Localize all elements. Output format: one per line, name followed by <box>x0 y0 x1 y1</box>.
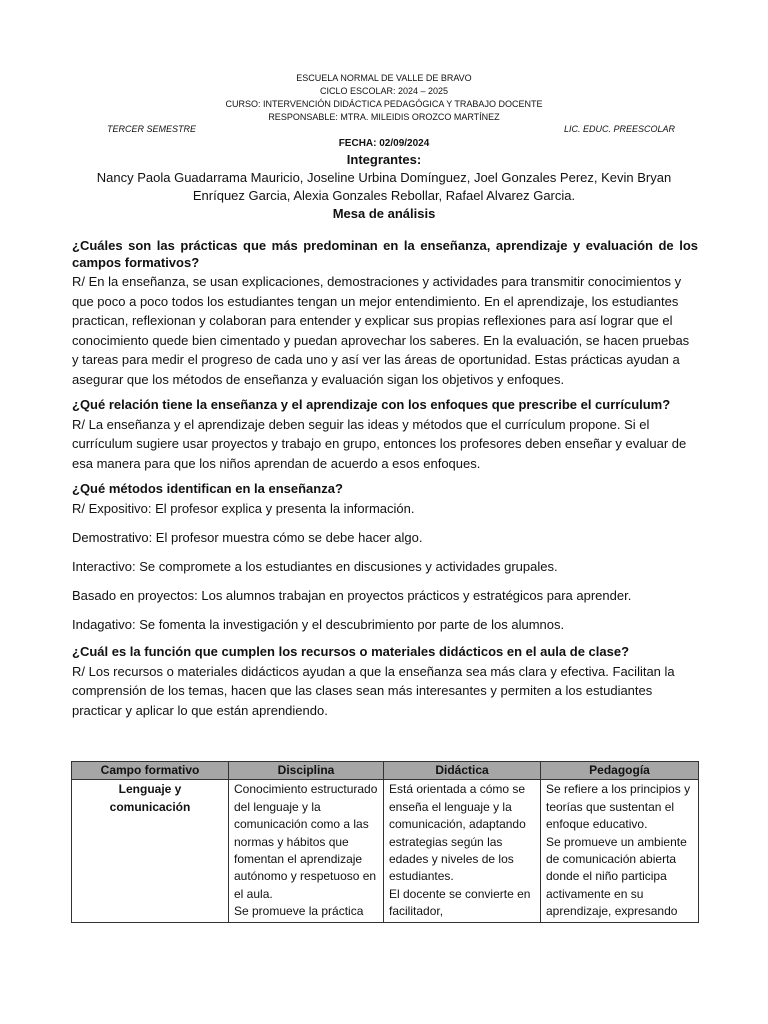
cell-paragraph: Se refiere a los principios y teorías que sustentan el enfoque educativo. <box>546 782 691 832</box>
column-header-campo: Campo formativo <box>72 762 229 780</box>
members-list: Nancy Paola Guadarrama Mauricio, Joseline Urbina Domínguez, Joel Gonzales Perez, Kevin Bryan Enríquez Garcia, Alexia Gonzales Rebollar, Rafael Alvarez Garcia. <box>96 170 672 203</box>
date-line: FECHA: 02/09/2024 <box>338 138 430 149</box>
method-item: Demostrativo: El profesor muestra cómo se debe hacer algo. <box>72 529 423 545</box>
column-header-didactica: Didáctica <box>384 762 541 780</box>
school-cycle: CICLO ESCOLAR: 2024 – 2025 <box>319 86 449 96</box>
cell-paragraph: Conocimiento estructurado del lenguaje y la comunicación como a las normas y hábitos que fomentan el aprendizaje autónomo y respetuoso en el aula. <box>234 782 378 901</box>
section-title: Mesa de análisis <box>332 206 436 221</box>
cell-pedagogia <box>541 780 699 922</box>
qa-block-3 <box>72 479 698 634</box>
cell-paragraph: Se promueve la práctica <box>234 904 364 919</box>
answer-2: R/ La enseñanza y el aprendizaje deben seguir las ideas y métodos que el currículum propone. Si el currículum sugiere usar proyectos y trabajo en grupo, entonces los profesores deben enseñar y evaluar de esa manera para que los niños aprendan de acuerdo a esos enfoques. <box>72 416 687 471</box>
members-title: Integrantes: <box>346 152 422 167</box>
column-header-disciplina: Disciplina <box>229 762 384 780</box>
cell-campo: Lenguaje y comunicación <box>72 780 229 922</box>
table-header-row <box>72 762 699 780</box>
cell-paragraph: Se promueve un ambiente de comunicación abierta donde el niño participa activamente en su aprendizaje, expresando <box>546 834 687 919</box>
table-row <box>72 780 699 922</box>
responsible-teacher: RESPONSABLE: MTRA. MILEIDIS OROZCO MARTÍNEZ <box>268 112 500 122</box>
course-name: CURSO: INTERVENCIÓN DIDÁCTICA PEDAGÓGICA Y TRABAJO DOCENTE <box>225 99 543 109</box>
cell-paragraph: El docente se convierte en facilitador, <box>389 886 531 919</box>
cell-disciplina <box>229 780 384 922</box>
answer-1: R/ En la enseñanza, se usan explicaciones, demostraciones y actividades para transmitir conocimientos y que poco a poco todos los estudiantes tengan un mejor entendimiento. En el aprendizaje, los estudiantes practican, reflexionan y colaboran para entender y explicar sus propias reflexiones para así lograr que el conocimiento quede bien cimentado y puedan aprovechar los saberes. En la evaluación, se hacen pruebas y tareas para medir el progreso de cada uno y así ver las áreas de oportunidad. Estas prácticas ayudan a asegurar que los métodos de enseñanza y evaluación sigan los objetivos y enfoques. <box>72 274 690 387</box>
question-2: ¿Qué relación tiene la enseñanza y el aprendizaje con los enfoques que prescribe el currículum? <box>72 397 671 412</box>
method-item: Interactivo: Se compromete a los estudiantes en discusiones y actividades grupales. <box>72 558 558 574</box>
qa-block-4 <box>72 642 698 720</box>
degree-label: LIC. EDUC. PREESCOLAR <box>564 124 676 134</box>
method-item: Basado en proyectos: Los alumnos trabajan en proyectos prácticos y estratégicos para aprender. <box>72 587 632 603</box>
method-item: Indagativo: Se fomenta la investigación y el descubrimiento por parte de los alumnos. <box>72 616 565 632</box>
cell-paragraph: Está orientada a cómo se enseña el lenguaje y la comunicación, adaptando estrategias según las edades y niveles de los estudiantes. <box>389 782 526 884</box>
answer-4: R/ Los recursos o materiales didácticos ayudan a que la enseñanza sea más clara y efectiva. Facilitan la comprensión de los temas, hacen que las clases sean más interesantes y permiten a los estudiantes practicar y aplicar lo que están aprendiendo. <box>72 663 675 718</box>
analysis-table <box>71 761 699 923</box>
question-3: ¿Qué métodos identifican en la enseñanza? <box>72 481 343 496</box>
semester-row <box>0 124 768 137</box>
method-item: R/ Expositivo: El profesor explica y presenta la información. <box>72 500 415 516</box>
semester-label: TERCER SEMESTRE <box>107 124 197 134</box>
column-header-pedagogia: Pedagogía <box>541 762 699 780</box>
question-4: ¿Cuál es la función que cumplen los recursos o materiales didácticos en el aula de clase? <box>72 644 630 659</box>
qa-block-2 <box>72 395 698 473</box>
school-name: ESCUELA NORMAL DE VALLE DE BRAVO <box>296 73 472 83</box>
cell-didactica <box>384 780 541 922</box>
question-1: ¿Cuáles son las prácticas que más predominan en la enseñanza, aprendizaje y evaluación de los campos formativos? <box>72 238 698 270</box>
